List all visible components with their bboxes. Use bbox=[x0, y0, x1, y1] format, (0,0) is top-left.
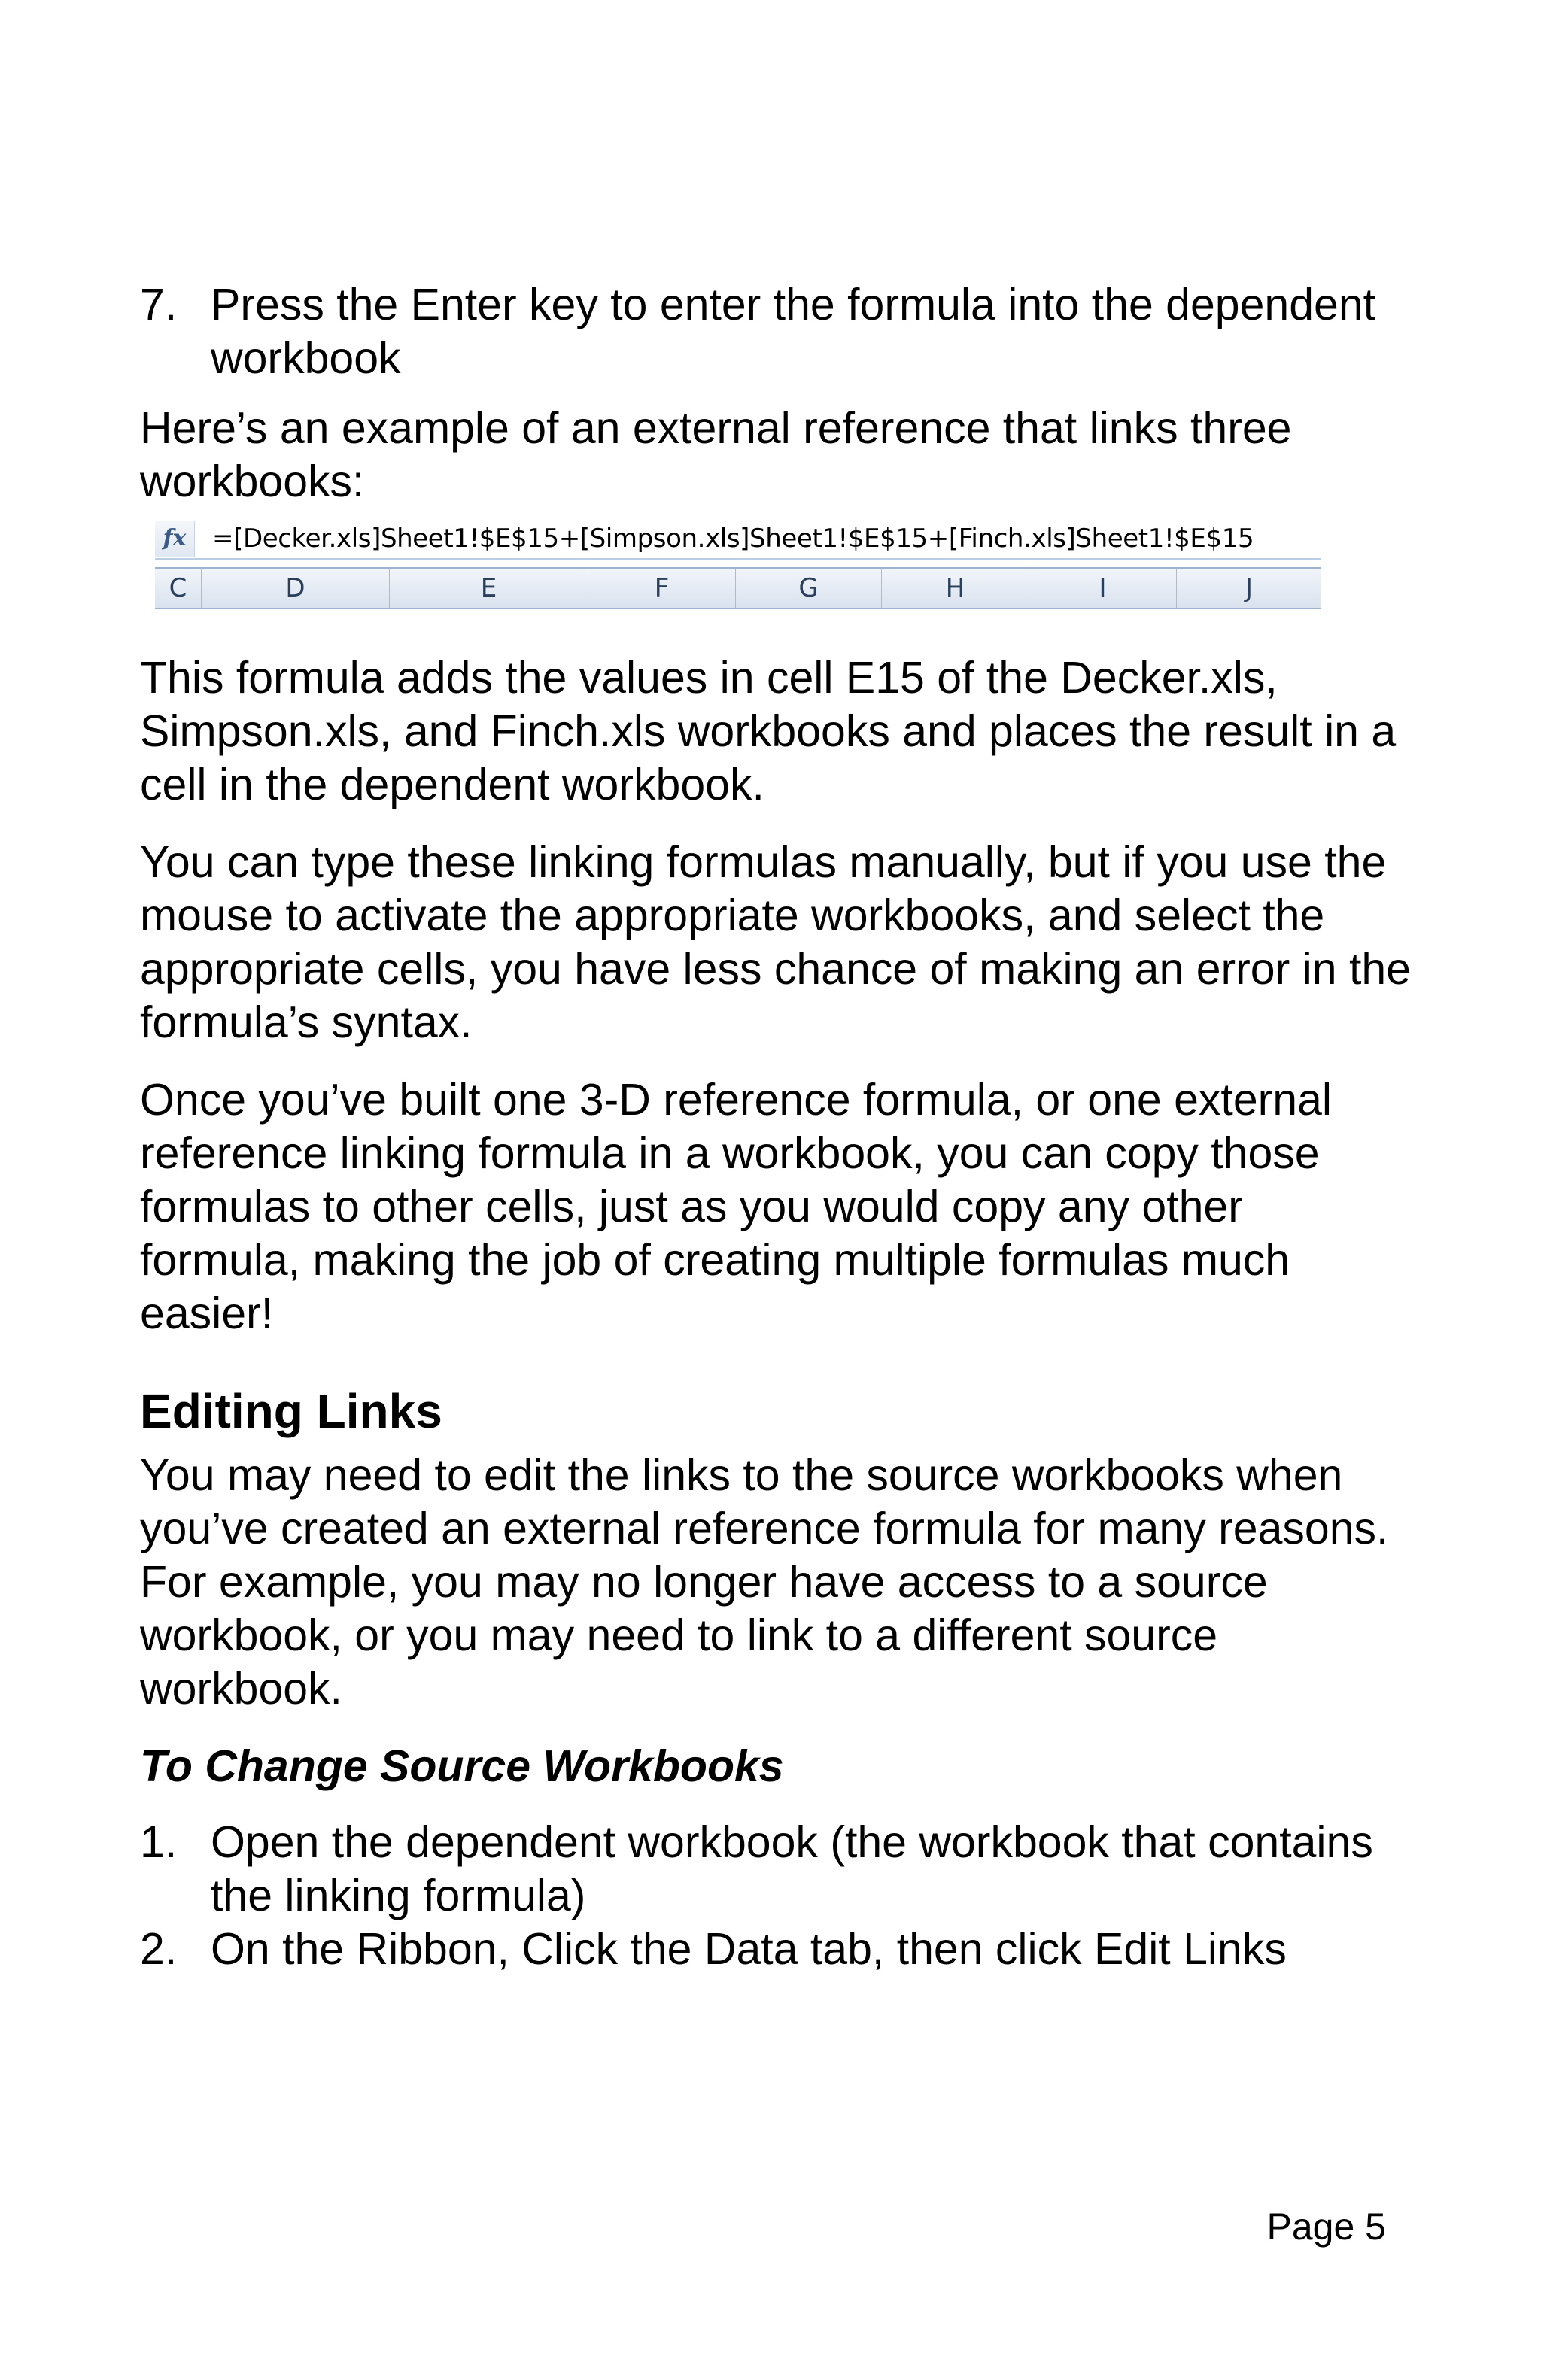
body-paragraph: This formula adds the values in cell E15 of the Decker.xls, Simpson.xls, and Finch.xls workbooks and places the result in a cell in the dependent workbook. bbox=[140, 653, 1397, 809]
column-header-c: C bbox=[155, 569, 202, 608]
formula-text: =[Decker.xls]Sheet1!$E$15+[Simpson.xls]Sheet1!$E$15+[Finch.xls]Sheet1!$E$15 bbox=[212, 524, 1254, 554]
body-paragraph: Once you’ve built one 3-D reference formula, or one external reference linking formula in a workbook, you can copy those formulas to other cells, just as you would copy any other formula, making the job of creating multiple formulas much easier! bbox=[140, 1075, 1333, 1338]
list-text: Open the dependent workbook (the workbook that contains the linking formula) bbox=[211, 1817, 1373, 1920]
column-header-d: D bbox=[202, 569, 390, 608]
page-content bbox=[140, 278, 1412, 1976]
list-item-step-1 bbox=[140, 1816, 1412, 1923]
page-number: Page 5 bbox=[1266, 2205, 1386, 2248]
body-paragraph: You can type these linking formulas manually, but if you use the mouse to activate the appropriate workbooks, and select the appropriate cells, you have less chance of making an error in the formula’s syntax. bbox=[140, 837, 1411, 1047]
column-header-j: J bbox=[1245, 573, 1254, 603]
section-heading: Editing Links bbox=[140, 1384, 442, 1438]
list-number: 1. bbox=[140, 1817, 178, 1867]
list-text: Press the Enter key to enter the formula into the dependent workbook bbox=[211, 280, 1376, 383]
formula-bar bbox=[155, 521, 1321, 560]
column-header-h: H bbox=[882, 569, 1029, 608]
column-header-f: F bbox=[588, 569, 736, 608]
list-item-step-2 bbox=[140, 1923, 1412, 1976]
list-item-step-7 bbox=[140, 278, 1412, 385]
section-paragraph: You may need to edit the links to the source workbooks when you’ve created an external reference formula for many reasons. For example, you may no longer have access to a source workbook, or you may need to link to a different source workbook. bbox=[140, 1450, 1389, 1714]
list-number: 2. bbox=[140, 1924, 178, 1974]
column-header-i: I bbox=[1029, 569, 1177, 608]
subheading: To Change Source Workbooks bbox=[140, 1741, 784, 1791]
column-headers bbox=[155, 569, 1321, 609]
list-number: 7. bbox=[140, 280, 178, 329]
column-header-e: E bbox=[390, 569, 588, 608]
formula-bar-divider bbox=[155, 560, 1321, 569]
excel-formula-screenshot bbox=[155, 521, 1321, 609]
intro-paragraph: Here’s an example of an external reference that links three workbooks: bbox=[140, 403, 1292, 506]
column-header-g: G bbox=[736, 569, 882, 608]
function-icon: fx bbox=[155, 521, 195, 557]
list-text: On the Ribbon, Click the Data tab, then click Edit Links bbox=[211, 1924, 1287, 1974]
